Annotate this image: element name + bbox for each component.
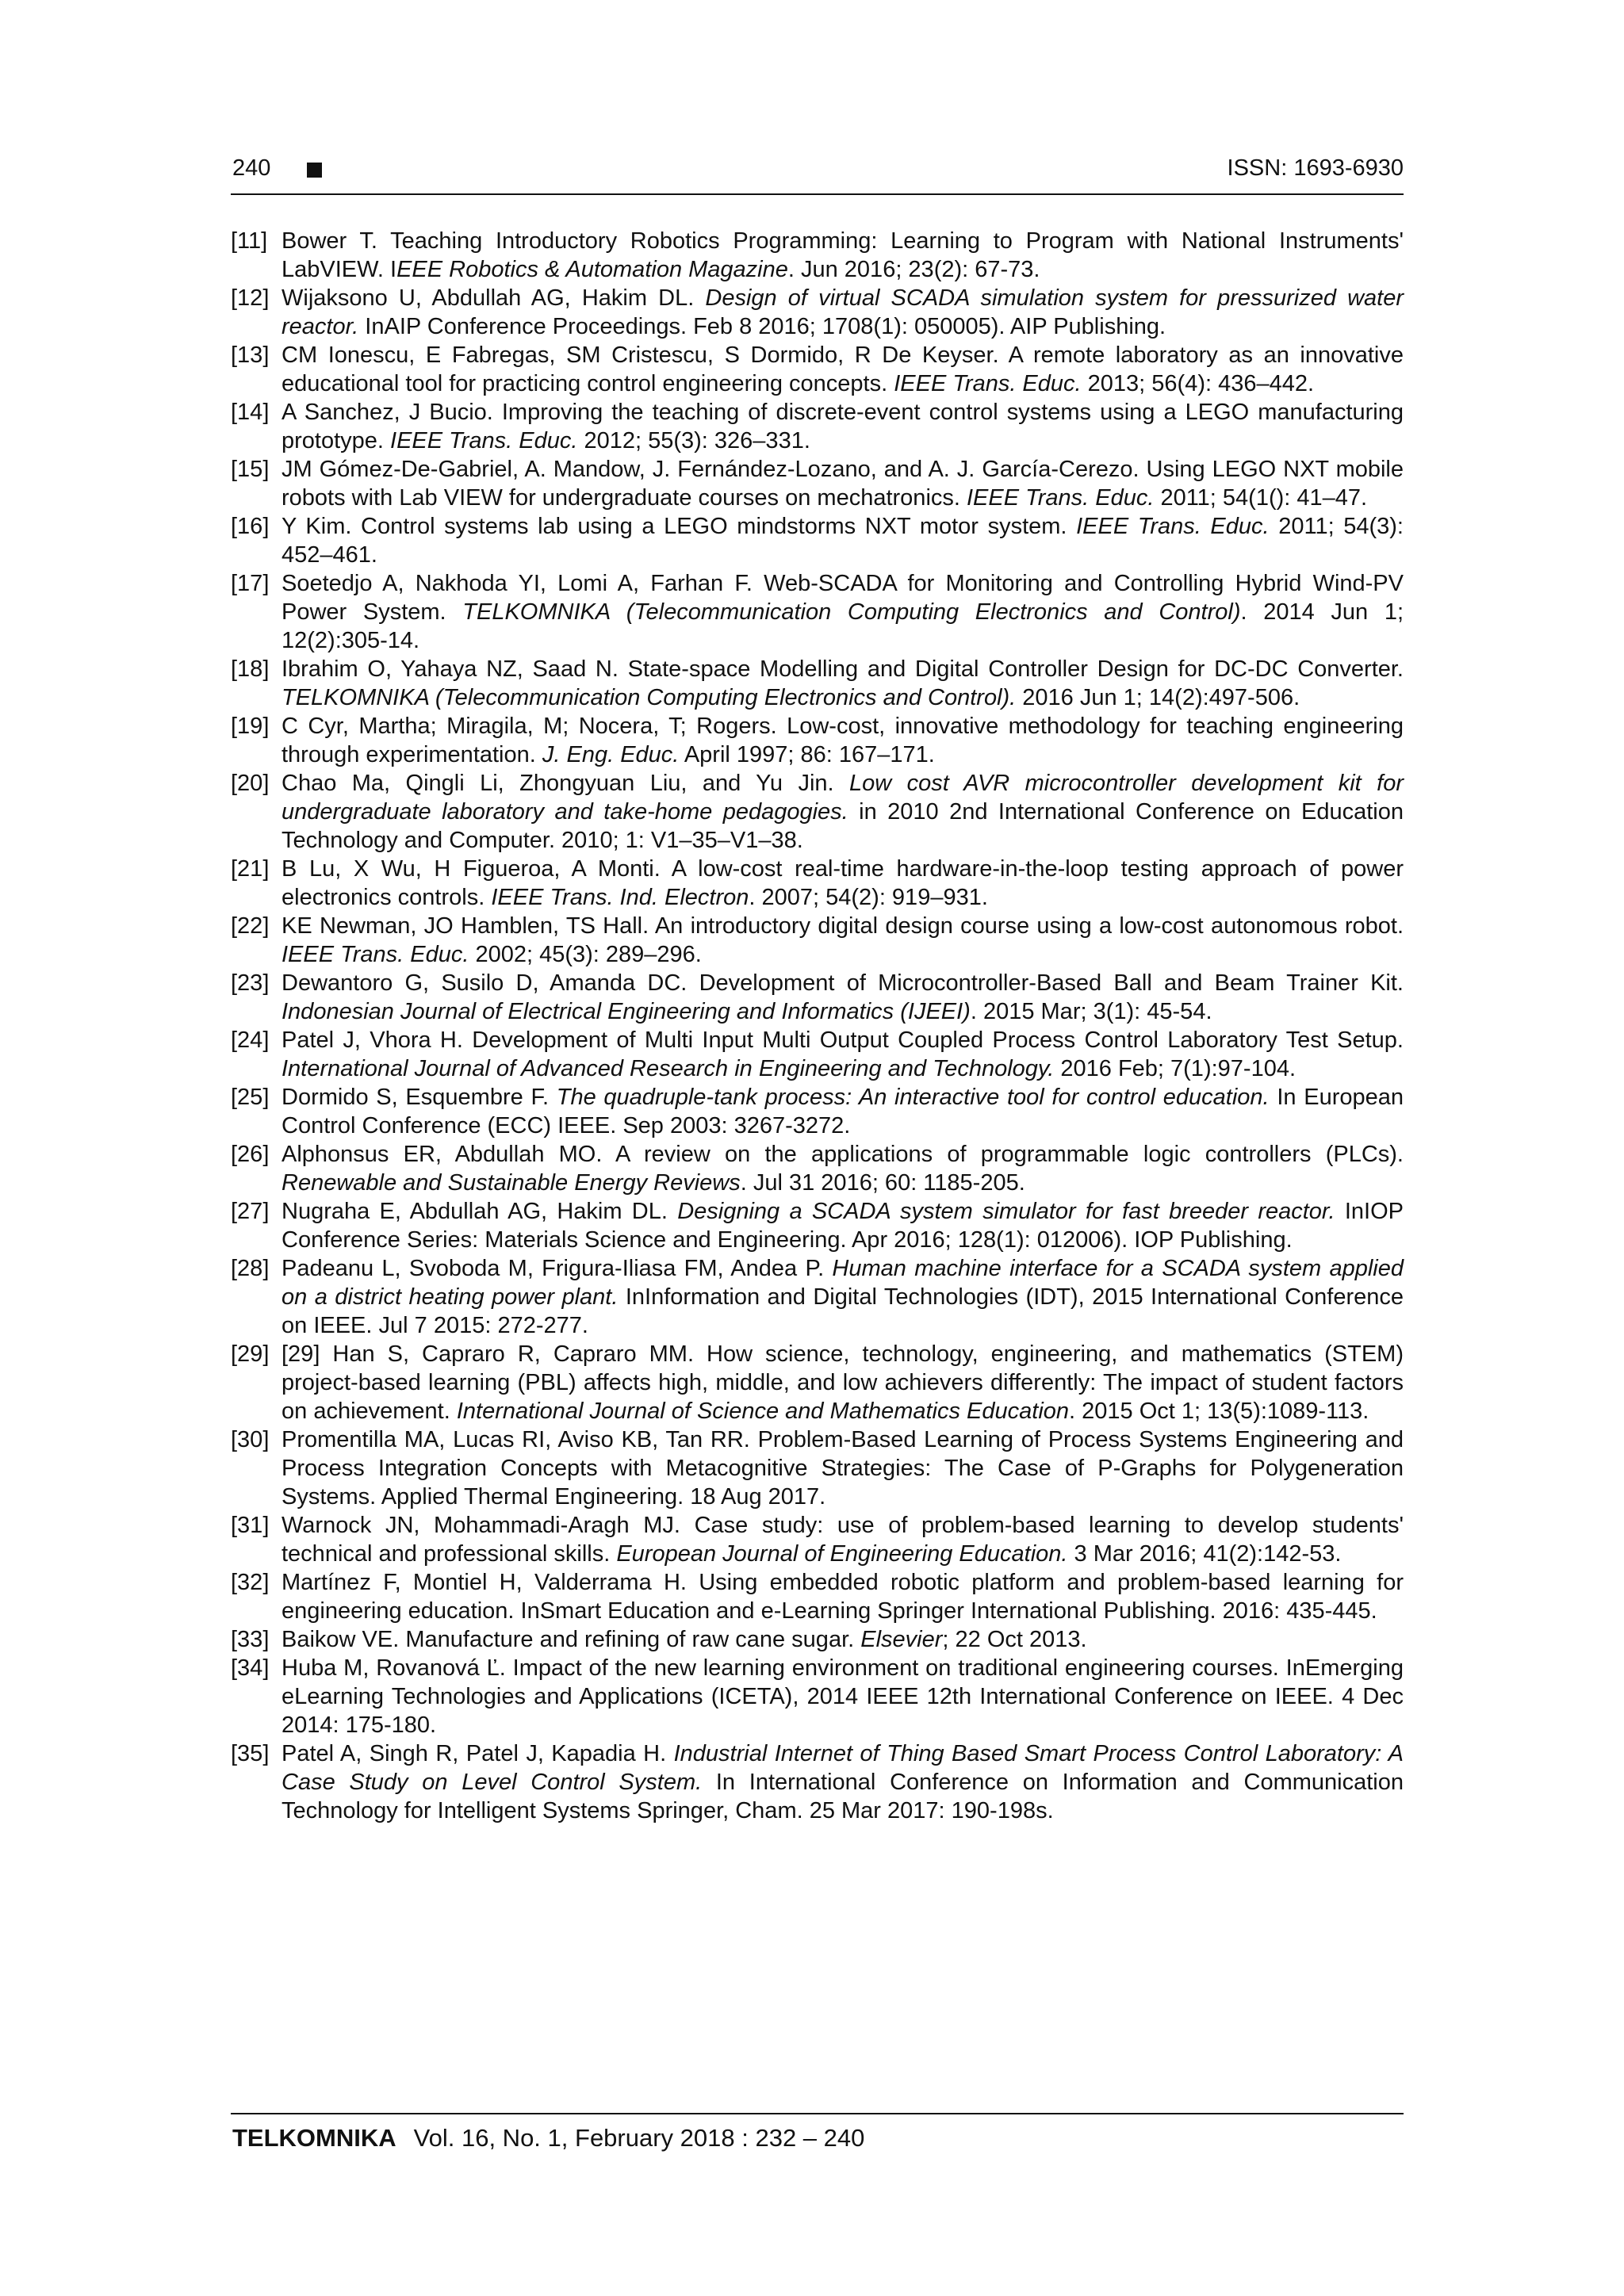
reference-number: [16] <box>231 514 270 539</box>
reference-part: . 2014 Jun 1; 12(2):305-14. <box>282 599 1404 653</box>
reference-number: [22] <box>231 913 270 939</box>
reference-text <box>282 1083 1404 1140</box>
reference-text <box>282 1254 1404 1340</box>
reference-italic-part: Renewable and Sustainable Energy Reviews <box>282 1170 741 1196</box>
reference-part: Ibrahim O, Yahaya NZ, Saad N. State-space Modelling and Digital Controller Design for DC-DC Converter. <box>282 656 1404 682</box>
reference-item <box>231 1026 1404 1083</box>
reference-text <box>282 398 1404 455</box>
reference-item <box>231 1425 1404 1511</box>
reference-number: [35] <box>231 1741 270 1766</box>
reference-part: in 2010 2nd International Conference on Education Technology and Computer. 2010; 1: V1–35–V1–38. <box>282 799 1404 853</box>
reference-italic-part: European Journal of Engineering Education. <box>616 1541 1068 1567</box>
reference-number: [14] <box>231 400 270 425</box>
reference-text <box>282 1197 1404 1254</box>
reference-italic-part: EEE Robotics & Automation Magazine <box>396 257 788 282</box>
reference-italic-part: Indonesian Journal of Electrical Engineering and Informatics (IJEEI) <box>282 999 971 1024</box>
reference-text <box>282 341 1404 398</box>
reference-part: In International Conference on Information and Communication Technology for Intelligent Systems Springer, Cham. 25 Mar 2017: 190-198s. <box>282 1770 1404 1823</box>
reference-number: [33] <box>231 1627 270 1652</box>
reference-text <box>282 284 1404 341</box>
reference-part: In European Control Conference (ECC) IEEE. Sep 2003: 3267-3272. <box>282 1085 1404 1138</box>
reference-italic-part: International Journal of Advanced Research in Engineering and Technology. <box>282 1056 1055 1081</box>
reference-italic-part: IEEE Trans. Educ. <box>967 485 1155 511</box>
reference-part: JM Gómez-De-Gabriel, A. Mandow, J. Fernández-Lozano, and A. J. García-Cerezo. Using LEGO NXT mobile robots with Lab VIEW for undergraduate courses on mechatronics. <box>282 457 1404 511</box>
reference-part: ; 22 Oct 2013. <box>942 1627 1087 1652</box>
reference-text <box>282 855 1404 912</box>
reference-number: [21] <box>231 856 270 882</box>
reference-item <box>231 1140 1404 1197</box>
reference-part: Soetedjo A, Nakhoda YI, Lomi A, Farhan F. Web-SCADA for Monitoring and Controlling Hybrid Wind-PV Power System. <box>282 571 1404 625</box>
reference-italic-part: The quadruple-tank process: An interactive tool for control education. <box>556 1085 1270 1110</box>
reference-italic-part: Human machine interface for a SCADA system applied on a district heating power plant. <box>282 1256 1404 1310</box>
reference-number: [18] <box>231 656 270 682</box>
reference-italic-part: International Journal of Science and Mathematics Education <box>456 1399 1070 1424</box>
reference-part: . Jun 2016; 23(2): 67-73. <box>787 257 1040 282</box>
reference-text <box>282 455 1404 512</box>
reference-part: CM Ionescu, E Fabregas, SM Cristescu, S Dormido, R De Keyser. A remote laboratory as an innovative educational tool for practicing control engineering concepts. <box>282 342 1404 396</box>
reference-text <box>282 969 1404 1026</box>
reference-list <box>231 227 1404 1825</box>
reference-part: Alphonsus ER, Abdullah MO. A review on the applications of programmable logic controllers (PLCs). <box>282 1142 1404 1167</box>
reference-number: [34] <box>231 1655 270 1681</box>
reference-text <box>282 227 1404 284</box>
reference-item <box>231 769 1404 855</box>
reference-item <box>231 712 1404 769</box>
reference-number: [20] <box>231 771 270 796</box>
reference-number: [32] <box>231 1570 270 1595</box>
reference-text <box>282 1340 1404 1425</box>
reference-text <box>282 655 1404 712</box>
reference-italic-part: IEEE Trans. Educ. <box>282 942 469 967</box>
reference-italic-part: IEEE Trans. Educ. <box>1076 514 1270 539</box>
reference-text <box>282 1140 1404 1197</box>
reference-item <box>231 1083 1404 1140</box>
reference-item <box>231 227 1404 284</box>
reference-part: Y Kim. Control systems lab using a LEGO mindstorms NXT motor system. <box>282 514 1077 539</box>
reference-part: Chao Ma, Qingli Li, Zhongyuan Liu, and Yu Jin. <box>282 771 850 796</box>
reference-part: 2011; 54(1(): 41–47. <box>1154 485 1368 511</box>
reference-number: [27] <box>231 1199 270 1224</box>
reference-number: [26] <box>231 1142 270 1167</box>
reference-part: Dewantoro G, Susilo D, Amanda DC. Development of Microcontroller-Based Ball and Beam Trainer Kit. <box>282 970 1404 996</box>
reference-item <box>231 912 1404 969</box>
reference-item <box>231 1254 1404 1340</box>
reference-item <box>231 512 1404 569</box>
reference-part: . 2015 Oct 1; 13(5):1089-113. <box>1069 1399 1369 1424</box>
reference-item <box>231 969 1404 1026</box>
reference-italic-part: IEEE Trans. Educ. <box>390 428 578 453</box>
reference-italic-part: TELKOMNIKA (Telecommunication Computing Electronics and Control) <box>462 599 1241 625</box>
reference-number: [29] <box>231 1341 270 1367</box>
reference-part: B Lu, X Wu, H Figueroa, A Monti. A low-cost real-time hardware-in-the-loop testing approach of power electronics controls. <box>282 856 1404 910</box>
reference-italic-part: TELKOMNIKA (Telecommunication Computing Electronics and Control). <box>282 685 1017 710</box>
reference-italic-part: J. Eng. Educ. <box>542 742 680 767</box>
page-number: 240 <box>232 155 271 181</box>
reference-text <box>282 1739 1404 1825</box>
reference-item <box>231 1340 1404 1425</box>
reference-text <box>282 1654 1404 1739</box>
reference-part: 2011; 54(3): 452–461. <box>282 514 1404 568</box>
reference-text <box>282 912 1404 969</box>
reference-text <box>282 1625 1404 1654</box>
black-square-icon <box>307 163 322 178</box>
reference-number: [13] <box>231 342 270 368</box>
reference-part: C Cyr, Martha; Miragila, M; Nocera, T; Rogers. Low-cost, innovative methodology for teaching engineering through experimentation. <box>282 714 1404 767</box>
reference-part: Baikow VE. Manufacture and refining of raw cane sugar. <box>282 1627 861 1652</box>
reference-part: 2016 Jun 1; 14(2):497-506. <box>1016 685 1300 710</box>
reference-italic-part: IEEE Trans. Ind. Electron <box>491 885 749 910</box>
reference-part: Wijaksono U, Abdullah AG, Hakim DL. <box>282 285 706 311</box>
reference-part: Nugraha E, Abdullah AG, Hakim DL. <box>282 1199 678 1224</box>
reference-part: 2013; 56(4): 436–442. <box>1081 371 1315 396</box>
reference-number: [28] <box>231 1256 270 1281</box>
reference-part: 3 Mar 2016; 41(2):142-53. <box>1067 1541 1342 1567</box>
issn-label: ISSN: 1693-6930 <box>1227 155 1404 181</box>
reference-part: . 2015 Mar; 3(1): 45-54. <box>970 999 1212 1024</box>
reference-item <box>231 341 1404 398</box>
reference-part: KE Newman, JO Hamblen, TS Hall. An introductory digital design course using a low-cost autonomous robot. <box>282 913 1404 939</box>
reference-part: Promentilla MA, Lucas RI, Aviso KB, Tan RR. Problem-Based Learning of Process Systems Engineering and Process Integration Concepts with Metacognitive Strategies: The Case of P-Graphs for Polygeneration Systems. Applied Thermal Engineering. 18 Aug 2017. <box>282 1427 1404 1510</box>
reference-item <box>231 1197 1404 1254</box>
reference-item <box>231 1739 1404 1825</box>
reference-italic-part: Low cost AVR microcontroller development kit for undergraduate laboratory and take-home pedagogies. <box>282 771 1404 825</box>
reference-text <box>282 1425 1404 1511</box>
reference-item <box>231 855 1404 912</box>
reference-part: InIOP Conference Series: Materials Science and Engineering. Apr 2016; 128(1): 012006). IOP Publishing. <box>282 1199 1404 1253</box>
footer-citation <box>232 2124 864 2152</box>
reference-part: Warnock JN, Mohammadi-Aragh MJ. Case study: use of problem-based learning to develop students' technical and professional skills. <box>282 1513 1404 1567</box>
issue-info: Vol. 16, No. 1, February 2018 : 232 – 240 <box>413 2124 865 2152</box>
reference-part: 2002; 45(3): 289–296. <box>469 942 702 967</box>
page-header <box>231 154 1404 198</box>
reference-part: April 1997; 86: 167–171. <box>679 742 935 767</box>
reference-text <box>282 712 1404 769</box>
reference-item <box>231 1511 1404 1568</box>
reference-italic-part: Elsevier <box>860 1627 943 1652</box>
reference-part: Bower T. Teaching Introductory Robotics Programming: Learning to Program with National Instruments' LabVIEW. I <box>282 228 1404 282</box>
reference-italic-part: Designing a SCADA system simulator for fast breeder reactor. <box>677 1199 1335 1224</box>
reference-number: [12] <box>231 285 270 311</box>
reference-item <box>231 1568 1404 1625</box>
reference-item <box>231 1654 1404 1739</box>
reference-part: Padeanu L, Svoboda M, Frigura-Iliasa FM, Andea P. <box>282 1256 833 1281</box>
reference-part: Huba M, Rovanová Ľ. Impact of the new learning environment on traditional engineering courses. InEmerging eLearning Technologies and Applications (ICETA), 2014 IEEE 12th International Conference on IEEE. 4 Dec 2014: 175-180. <box>282 1655 1404 1738</box>
journal-name: TELKOMNIKA <box>232 2124 396 2152</box>
reference-part: A Sanchez, J Bucio. Improving the teaching of discrete-event control systems using a LEGO manufacturing prototype. <box>282 400 1404 453</box>
reference-number: [15] <box>231 457 270 482</box>
reference-item <box>231 455 1404 512</box>
reference-part: InInformation and Digital Technologies (IDT), 2015 International Conference on IEEE. Jul 7 2015: 272-277. <box>282 1284 1404 1338</box>
reference-text <box>282 1568 1404 1625</box>
footer-rule <box>231 2113 1404 2114</box>
reference-part: [29] Han S, Capraro R, Capraro MM. How science, technology, engineering, and mathematics (STEM) project-based learning (PBL) affects high, middle, and low achievers differently: The impact of student factors on achievement. <box>282 1341 1404 1424</box>
reference-item <box>231 655 1404 712</box>
reference-part: Dormido S, Esquembre F. <box>282 1085 557 1110</box>
reference-text <box>282 1026 1404 1083</box>
reference-item <box>231 398 1404 455</box>
reference-number: [19] <box>231 714 270 739</box>
reference-number: [30] <box>231 1427 270 1452</box>
reference-part: Patel J, Vhora H. Development of Multi Input Multi Output Coupled Process Control Laboratory Test Setup. <box>282 1027 1404 1053</box>
reference-number: [23] <box>231 970 270 996</box>
reference-italic-part: Industrial Internet of Thing Based Smart Process Control Laboratory: A Case Study on Level Control System. <box>282 1741 1404 1795</box>
reference-number: [17] <box>231 571 270 596</box>
reference-part: . Jul 31 2016; 60: 1185-205. <box>740 1170 1025 1196</box>
reference-italic-part: Design of virtual SCADA simulation system for pressurized water reactor. <box>282 285 1404 339</box>
reference-text <box>282 1511 1404 1568</box>
reference-text <box>282 512 1404 569</box>
reference-text <box>282 769 1404 855</box>
reference-part: Martínez F, Montiel H, Valderrama H. Using embedded robotic platform and problem-based learning for engineering education. InSmart Education and e-Learning Springer International Publishing. 2016: 435-445. <box>282 1570 1404 1624</box>
header-rule <box>231 193 1404 195</box>
reference-number: [11] <box>231 228 268 254</box>
reference-number: [25] <box>231 1085 270 1110</box>
reference-part: 2016 Feb; 7(1):97-104. <box>1054 1056 1297 1081</box>
reference-italic-part: IEEE Trans. Educ. <box>894 371 1082 396</box>
reference-number: [24] <box>231 1027 270 1053</box>
reference-item <box>231 1625 1404 1654</box>
reference-text <box>282 569 1404 655</box>
reference-part: InAIP Conference Proceedings. Feb 8 2016; 1708(1): 050005). AIP Publishing. <box>358 314 1166 339</box>
reference-part: Patel A, Singh R, Patel J, Kapadia H. <box>282 1741 674 1766</box>
reference-number: [31] <box>231 1513 270 1538</box>
reference-item <box>231 284 1404 341</box>
reference-part: 2012; 55(3): 326–331. <box>577 428 810 453</box>
reference-part: . 2007; 54(2): 919–931. <box>749 885 988 910</box>
reference-item <box>231 569 1404 655</box>
